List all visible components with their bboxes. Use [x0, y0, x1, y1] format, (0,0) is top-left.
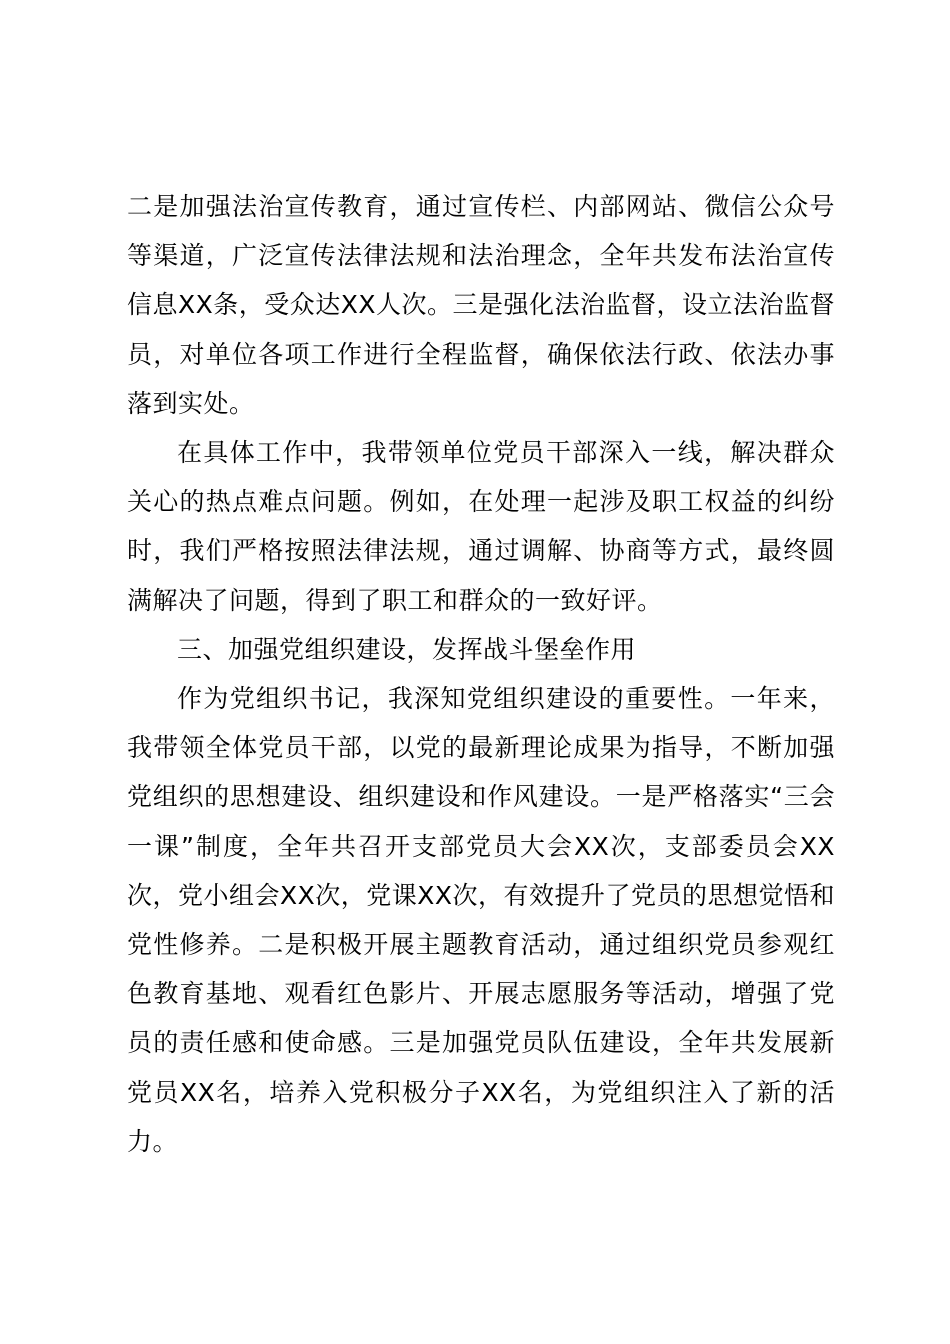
paragraph-party-organization: 作为党组织书记，我深知党组织建设的重要性。一年来，我带领全体党员干部，以党的最新理论成果为指导，不断加强党组织的思想建设、组织建设和作风建设。一是严格落实“三会一课”制度，全年共召开支部党员大会XX次，支部委员会XX次，党小组会XX次，党课XX次，有效提升了党员的思想觉悟和党性修养。二是积极开展主题教育活动，通过组织党员参观红色教育基地、观看红色影片、开展志愿服务等活动，增强了党员的责任感和使命感。三是加强党员队伍建设，全年共发展新党员XX名，培养入党积极分子XX名，为党组织注入了新的活力。	[127, 684, 836, 1156]
document-body	[127, 182, 835, 1166]
section-heading-party-building: 三、加强党组织建设，发挥战斗堡垒作用	[177, 634, 637, 664]
paragraph-practical-work: 在具体工作中，我带领单位党员干部深入一线，解决群众关心的热点难点问题。例如，在处理一起涉及职工权益的纠纷时，我们严格按照法律法规，通过调解、协商等方式，最终圆满解决了问题，得到了职工和群众的一致好评。	[127, 438, 835, 615]
paragraph-law-publicity: 二是加强法治宣传教育，通过宣传栏、内部网站、微信公众号等渠道，广泛宣传法律法规和法治理念，全年共发布法治宣传信息XX条，受众达XX人次。三是强化法治监督，设立法治监督员，对单位各项工作进行全程监督，确保依法行政、依法办事落到实处。	[127, 192, 836, 418]
